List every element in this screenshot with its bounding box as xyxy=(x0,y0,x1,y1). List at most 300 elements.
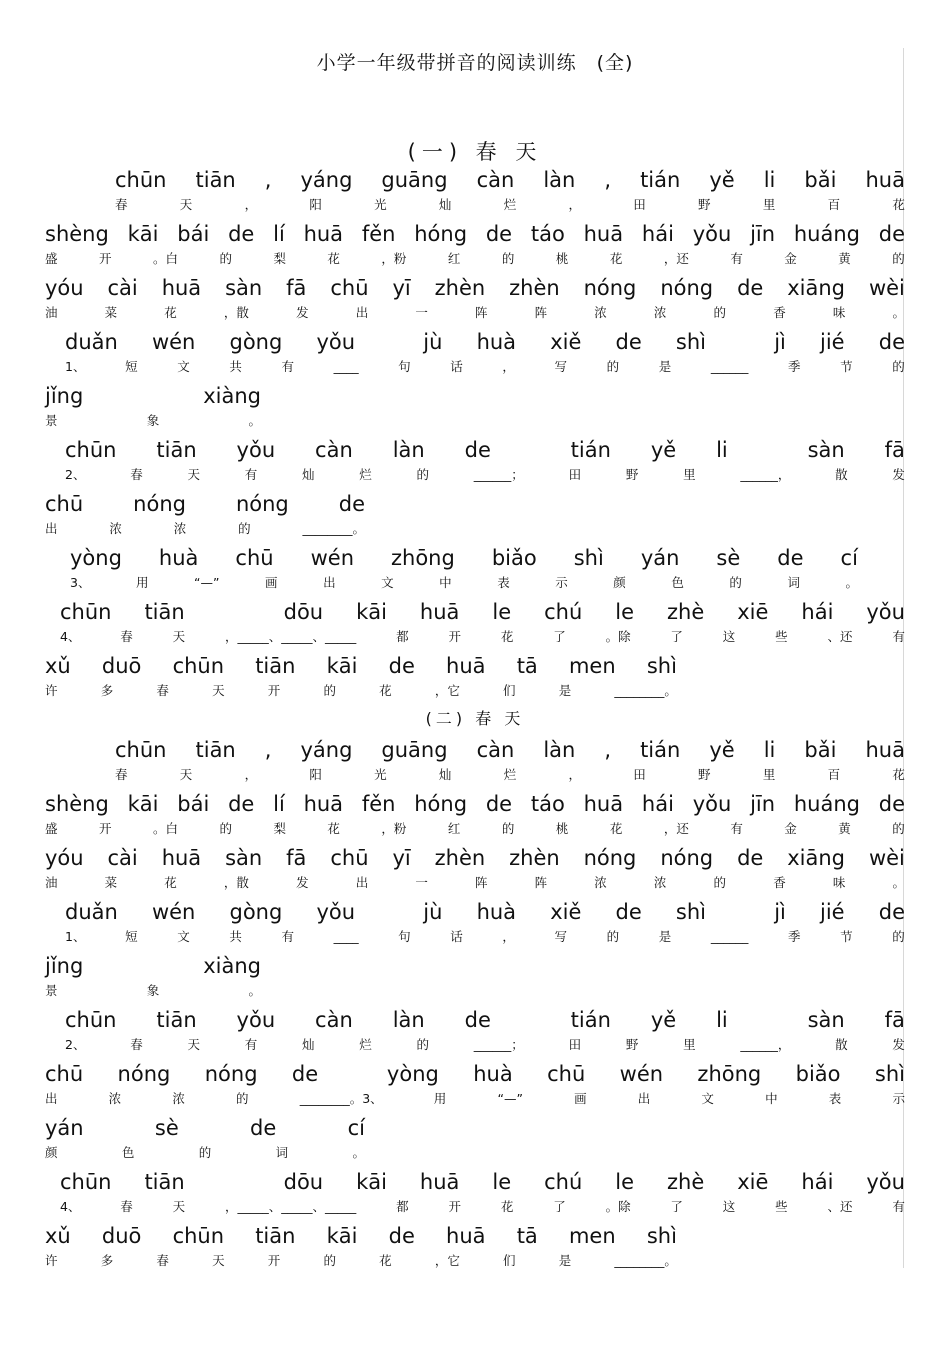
pinyin-syllable: wèi xyxy=(868,846,905,870)
pinyin-syllable: huā xyxy=(303,222,344,246)
hanzi-char: 句 xyxy=(398,359,411,374)
pinyin-syllable: kāi xyxy=(127,222,159,246)
hanzi-char: 味 xyxy=(832,305,846,320)
hanzi-char: 的 xyxy=(892,359,905,374)
hanzi-char: 出 xyxy=(355,875,369,890)
pinyin-syllable: shèng xyxy=(45,222,109,246)
pinyin-syllable: sàn xyxy=(225,276,263,300)
hanzi-char: 景 xyxy=(45,413,58,428)
pinyin-syllable: zhōng xyxy=(391,546,455,570)
hanzi-char: 文 xyxy=(177,359,190,374)
pinyin-line xyxy=(70,546,858,598)
pinyin-syllable: le xyxy=(615,600,635,624)
hanzi-char: 油 xyxy=(45,875,58,890)
hanzi-char: 花 xyxy=(500,1199,514,1214)
hanzi-char: 浓 xyxy=(109,521,122,536)
pinyin-syllable: , xyxy=(604,738,612,762)
pinyin-syllable: xǔ xyxy=(45,1224,71,1248)
pinyin-syllable: chūn xyxy=(115,168,167,192)
pinyin-line xyxy=(115,738,905,790)
answer-blank[interactable]: ________。 xyxy=(302,521,365,536)
hanzi-char: 春 xyxy=(120,629,133,644)
pinyin-row xyxy=(45,654,677,680)
pinyin-syllable: yǒu xyxy=(692,792,732,816)
pinyin-syllable: táo xyxy=(530,792,565,816)
pinyin-syllable: tiān xyxy=(195,168,236,192)
hanzi-char: 灿 xyxy=(302,1037,315,1052)
hanzi-char: 有 xyxy=(244,1037,258,1052)
pinyin-line xyxy=(65,1008,905,1060)
hanzi-char: ， xyxy=(244,197,258,212)
hanzi-char: “—” xyxy=(497,1091,523,1106)
hanzi-char: 散 xyxy=(835,1037,848,1052)
hanzi-char: 灿 xyxy=(438,767,452,782)
hanzi-char: 表 xyxy=(828,1091,842,1106)
hanzi-char: 盛 xyxy=(45,821,58,836)
pinyin-syllable: de xyxy=(878,900,905,924)
hanzi-char: 共 xyxy=(229,929,242,944)
pinyin-syllable: de xyxy=(485,222,513,246)
pinyin-syllable: yǒu xyxy=(316,330,356,354)
hanzi-char: 发 xyxy=(296,305,309,320)
pinyin-syllable: jù xyxy=(423,900,443,924)
hanzi-char: 光 xyxy=(374,767,387,782)
pinyin-syllable: chú xyxy=(544,600,583,624)
pinyin-syllable: de xyxy=(485,792,513,816)
pinyin-syllable: xiāng xyxy=(787,846,846,870)
hanzi-char: 季 xyxy=(788,929,801,944)
hanzi-char: 发 xyxy=(892,1037,905,1052)
hanzi-char: 句 xyxy=(398,929,411,944)
hanzi-char: 文 xyxy=(701,1091,714,1106)
hanzi-char: 春 xyxy=(130,1037,143,1052)
hanzi-char: 出 xyxy=(323,575,336,590)
hanzi-char: 共 xyxy=(229,359,242,374)
hanzi-char: 有 xyxy=(730,821,743,836)
hanzi-row xyxy=(60,627,905,645)
hanzi-char: 。白 xyxy=(152,821,178,836)
pinyin-line xyxy=(45,1224,677,1276)
pinyin-syllable: tiān xyxy=(156,438,197,462)
pinyin-syllable: duō xyxy=(101,654,142,678)
pinyin-syllable: nóng xyxy=(235,492,289,516)
hanzi-char: 春 xyxy=(156,683,169,698)
pinyin-syllable: wén xyxy=(151,900,196,924)
pinyin-syllable: tiān xyxy=(144,600,185,624)
hanzi-char: 野 xyxy=(625,1037,639,1052)
pinyin-syllable: fā xyxy=(286,846,307,870)
pinyin-syllable: yóu xyxy=(45,846,84,870)
hanzi-row xyxy=(60,1197,905,1215)
pinyin-syllable: kāi xyxy=(326,1224,358,1248)
answer-blank[interactable]: ______ xyxy=(710,929,749,944)
pinyin-syllable: lí xyxy=(273,792,285,816)
pinyin-row xyxy=(65,1008,905,1034)
page-title: 小学一年级带拼音的阅读训练 (全) xyxy=(316,52,634,74)
pinyin-line xyxy=(60,600,905,652)
pinyin-syllable: duǎn xyxy=(65,900,118,924)
hanzi-row xyxy=(45,303,905,321)
pinyin-syllable: bǎi xyxy=(804,168,837,192)
pinyin-syllable: sàn xyxy=(807,1008,845,1032)
pinyin-row xyxy=(45,792,905,818)
hanzi-char: ， xyxy=(502,359,515,374)
hanzi-char: 花 xyxy=(379,683,392,698)
hanzi-char: 野 xyxy=(698,767,711,782)
answer-blank[interactable]: ______； xyxy=(473,1037,524,1052)
pinyin-syllable: làn xyxy=(543,738,576,762)
pinyin-syllable: jǐng xyxy=(45,384,84,408)
hanzi-char: ，还 xyxy=(663,821,689,836)
pinyin-syllable: de xyxy=(388,654,415,678)
hanzi-char: 4、 xyxy=(60,629,81,644)
hanzi-char: ， xyxy=(244,767,258,782)
pinyin-syllable: zhè xyxy=(667,600,705,624)
pinyin-syllable: shì xyxy=(573,546,604,570)
hanzi-char: 色 xyxy=(671,575,684,590)
pinyin-syllable: cài xyxy=(107,276,138,300)
pinyin-syllable: , xyxy=(264,738,272,762)
hanzi-char: 的 xyxy=(198,1145,212,1160)
pinyin-syllable: xiàng xyxy=(203,954,261,978)
pinyin-syllable: jì xyxy=(774,330,786,354)
pinyin-syllable: jì xyxy=(774,900,786,924)
hanzi-char: 浓 xyxy=(653,875,667,890)
pinyin-syllable: de xyxy=(878,222,905,246)
pinyin-syllable: , xyxy=(264,168,272,192)
pinyin-syllable: kāi xyxy=(127,792,159,816)
hanzi-char: 短 xyxy=(125,359,138,374)
hanzi-char: 花 xyxy=(892,197,905,212)
hanzi-row xyxy=(45,681,677,699)
hanzi-char: 的 xyxy=(729,575,742,590)
hanzi-char: 景 xyxy=(45,983,58,998)
hanzi-char: 春 xyxy=(156,1253,169,1268)
hanzi-char: 文 xyxy=(381,575,394,590)
pinyin-line xyxy=(45,492,365,544)
hanzi-char: 画 xyxy=(265,575,278,590)
pinyin-syllable: kāi xyxy=(356,600,387,624)
pinyin-syllable: chūn xyxy=(172,1224,225,1248)
hanzi-char: 里 xyxy=(762,767,776,782)
pinyin-line xyxy=(45,654,677,706)
hanzi-char: 都 xyxy=(396,1199,409,1214)
hanzi-row xyxy=(45,1089,905,1107)
hanzi-char: 梨 xyxy=(273,251,286,266)
hanzi-row xyxy=(115,195,905,213)
pinyin-syllable: de xyxy=(737,846,764,870)
hanzi-char: 些 xyxy=(775,629,788,644)
pinyin-syllable: huā xyxy=(865,738,905,762)
pinyin-syllable: jīn xyxy=(750,222,776,246)
pinyin-syllable: zhèn xyxy=(434,276,486,300)
pinyin-syllable: fěn xyxy=(361,222,396,246)
answer-blank[interactable]: ________。 xyxy=(614,1253,677,1268)
hanzi-char: 1、 xyxy=(65,359,86,374)
pinyin-syllable: de xyxy=(388,1224,415,1248)
pinyin-line xyxy=(45,792,905,844)
pinyin-syllable: yáng xyxy=(300,168,353,192)
pinyin-syllable: tiān xyxy=(144,1170,185,1194)
pinyin-syllable: chūn xyxy=(60,1170,112,1194)
pinyin-syllable: huā xyxy=(161,846,202,870)
hanzi-char: 天 xyxy=(179,197,193,212)
hanzi-char: 天 xyxy=(187,467,200,482)
pinyin-row xyxy=(45,492,365,518)
hanzi-char: 的 xyxy=(416,1037,430,1052)
hanzi-char: 象 xyxy=(146,983,160,998)
hanzi-char: 红 xyxy=(447,251,461,266)
pinyin-syllable: li xyxy=(763,168,776,192)
hanzi-char: 开 xyxy=(267,683,281,698)
hanzi-char: 田 xyxy=(633,197,646,212)
pinyin-syllable: sè xyxy=(716,546,741,570)
pinyin-syllable: shì xyxy=(646,1224,677,1248)
hanzi-char: 画 xyxy=(574,1091,587,1106)
hanzi-char: 浓 xyxy=(172,1091,185,1106)
pinyin-syllable: biǎo xyxy=(795,1062,841,1086)
hanzi-char: 有 xyxy=(892,629,905,644)
hanzi-char: 有 xyxy=(892,1199,905,1214)
hanzi-char: 一 xyxy=(415,875,428,890)
hanzi-char: 。 xyxy=(892,875,905,890)
hanzi-char: 是 xyxy=(558,1253,572,1268)
pinyin-line xyxy=(60,1170,905,1222)
pinyin-syllable: huà xyxy=(476,330,517,354)
hanzi-char: 烂 xyxy=(359,1037,372,1052)
pinyin-syllable: huā xyxy=(583,222,624,246)
hanzi-char: 的 xyxy=(606,359,620,374)
pinyin-syllable: yóu xyxy=(45,276,84,300)
pinyin-syllable: nóng xyxy=(660,846,714,870)
hanzi-char: 浓 xyxy=(594,305,607,320)
hanzi-char: 浓 xyxy=(173,521,187,536)
hanzi-char: 多 xyxy=(100,683,114,698)
hanzi-char: 阵 xyxy=(474,875,488,890)
pinyin-syllable: chū xyxy=(45,1062,84,1086)
answer-blank[interactable]: ______； xyxy=(473,467,524,482)
pinyin-syllable: yán xyxy=(640,546,680,570)
hanzi-char: ，它 xyxy=(434,1253,460,1268)
section-heading-2: (二) 春 天 xyxy=(425,709,525,728)
hanzi-char: 金 xyxy=(784,821,797,836)
hanzi-char: 花 xyxy=(892,767,905,782)
pinyin-row xyxy=(45,1062,905,1088)
hanzi-char: 短 xyxy=(125,929,138,944)
hanzi-char: 花 xyxy=(327,251,340,266)
hanzi-row xyxy=(115,765,905,783)
pinyin-syllable: tiān xyxy=(255,654,296,678)
hanzi-char: 一 xyxy=(415,305,428,320)
pinyin-syllable: chū xyxy=(547,1062,586,1086)
hanzi-char: 阵 xyxy=(534,875,548,890)
pinyin-syllable: li xyxy=(716,1008,728,1032)
pinyin-syllable: dōu xyxy=(283,1170,324,1194)
hanzi-char: 话 xyxy=(450,929,463,944)
answer-blank[interactable]: ______， xyxy=(740,467,791,482)
hanzi-char: 黄 xyxy=(838,821,851,836)
hanzi-char: 阵 xyxy=(474,305,488,320)
hanzi-char: 阳 xyxy=(309,197,322,212)
pinyin-syllable: càn xyxy=(315,438,353,462)
pinyin-syllable: nóng xyxy=(583,846,637,870)
hanzi-char: 阵 xyxy=(534,305,548,320)
pinyin-syllable: huā xyxy=(446,1224,486,1248)
pinyin-syllable: sàn xyxy=(225,846,263,870)
pinyin-syllable: tā xyxy=(516,654,538,678)
pinyin-syllable: wén xyxy=(310,546,354,570)
hanzi-char: 的 xyxy=(713,305,727,320)
pinyin-row xyxy=(65,438,905,464)
hanzi-char: 1、 xyxy=(65,929,86,944)
pinyin-syllable: li xyxy=(716,438,728,462)
pinyin-syllable: shì xyxy=(874,1062,905,1086)
pinyin-syllable: huā xyxy=(419,600,460,624)
pinyin-syllable: hái xyxy=(641,222,674,246)
pinyin-syllable: shì xyxy=(675,900,706,924)
hanzi-char: 灿 xyxy=(302,467,315,482)
answer-blank[interactable]: ____ xyxy=(333,929,359,944)
pinyin-syllable: de xyxy=(777,546,804,570)
hanzi-char: 多 xyxy=(100,1253,114,1268)
pinyin-line xyxy=(45,384,261,436)
hanzi-char: 有 xyxy=(730,251,743,266)
pinyin-syllable: yǒu xyxy=(236,438,276,462)
pinyin-syllable: hái xyxy=(801,1170,834,1194)
hanzi-char: 菜 xyxy=(104,305,118,320)
hanzi-char: 节 xyxy=(840,929,853,944)
hanzi-char: 用 xyxy=(433,1091,447,1106)
hanzi-char: 。白 xyxy=(152,251,178,266)
pinyin-line xyxy=(45,1062,905,1114)
pinyin-syllable: yán xyxy=(45,1116,84,1140)
hanzi-char: 色 xyxy=(121,1145,135,1160)
hanzi-char: 。 xyxy=(248,413,261,428)
hanzi-char: 花 xyxy=(609,251,623,266)
hanzi-char: 中 xyxy=(765,1091,778,1106)
hanzi-char: 花 xyxy=(500,629,514,644)
pinyin-syllable: huáng xyxy=(793,222,860,246)
pinyin-syllable: wén xyxy=(151,330,196,354)
pinyin-syllable: tián xyxy=(640,738,681,762)
answer-blank[interactable]: ______， xyxy=(740,1037,791,1052)
answer-blank[interactable]: ________。 xyxy=(614,683,677,698)
pinyin-syllable: fā xyxy=(286,276,307,300)
pinyin-syllable: huà xyxy=(158,546,199,570)
pinyin-syllable: de xyxy=(291,1062,319,1086)
hanzi-char: 象 xyxy=(146,413,160,428)
answer-blank[interactable]: ________。3、 xyxy=(299,1091,383,1106)
pinyin-row xyxy=(115,738,905,764)
pinyin-syllable: kāi xyxy=(326,654,358,678)
pinyin-syllable: tiān xyxy=(195,738,236,762)
pinyin-syllable: kāi xyxy=(356,1170,387,1194)
hanzi-char: 烂 xyxy=(503,767,517,782)
hanzi-char: 金 xyxy=(784,251,797,266)
hanzi-row xyxy=(45,981,261,999)
hanzi-char: 是 xyxy=(658,929,672,944)
hanzi-char: 了 xyxy=(553,1199,566,1214)
answer-blank[interactable]: ______ xyxy=(710,359,749,374)
hanzi-char: ， xyxy=(568,197,581,212)
pinyin-row xyxy=(45,1224,677,1250)
hanzi-char: 花 xyxy=(379,1253,392,1268)
hanzi-row xyxy=(45,249,905,267)
answer-blank[interactable]: ，_____、_____、_____ xyxy=(225,629,357,644)
pinyin-syllable: yě xyxy=(709,738,735,762)
pinyin-syllable: , xyxy=(604,168,612,192)
hanzi-char: 出 xyxy=(45,521,58,536)
hanzi-char: ， xyxy=(502,929,515,944)
hanzi-char: 发 xyxy=(296,875,309,890)
hanzi-char: 。除 xyxy=(605,629,631,644)
hanzi-char: 。 xyxy=(248,983,261,998)
answer-blank[interactable]: ____ xyxy=(333,359,359,374)
hanzi-char: 天 xyxy=(212,683,225,698)
hanzi-char: 话 xyxy=(450,359,463,374)
hanzi-row xyxy=(45,1143,365,1161)
pinyin-syllable: hóng xyxy=(414,222,468,246)
pinyin-line xyxy=(115,168,905,220)
answer-blank[interactable]: ，_____、_____、_____ xyxy=(225,1199,357,1214)
pinyin-syllable: yǒu xyxy=(236,1008,276,1032)
hanzi-char: ，粉 xyxy=(381,251,407,266)
hanzi-char: 散 xyxy=(835,467,848,482)
pinyin-syllable: jié xyxy=(820,900,845,924)
pinyin-syllable: chūn xyxy=(65,1008,117,1032)
pinyin-syllable: nóng xyxy=(660,276,714,300)
pinyin-syllable: de xyxy=(228,222,255,246)
hanzi-char: 春 xyxy=(115,767,128,782)
pinyin-syllable: guāng xyxy=(381,168,448,192)
pinyin-syllable: de xyxy=(878,330,905,354)
pinyin-syllable: chūn xyxy=(115,738,167,762)
pinyin-syllable: yǒu xyxy=(866,1170,905,1194)
hanzi-char: 许 xyxy=(45,1253,58,1268)
hanzi-char: 阳 xyxy=(309,767,322,782)
hanzi-char: 词 xyxy=(275,1145,289,1160)
pinyin-syllable: yě xyxy=(650,438,677,462)
pinyin-line xyxy=(45,1116,365,1168)
hanzi-char: 光 xyxy=(374,197,387,212)
hanzi-char: 里 xyxy=(762,197,776,212)
pinyin-syllable: nóng xyxy=(583,276,637,300)
hanzi-char: 是 xyxy=(658,359,672,374)
pinyin-syllable: nóng xyxy=(204,1062,258,1086)
pinyin-syllable: chūn xyxy=(60,600,112,624)
pinyin-syllable: li xyxy=(763,738,776,762)
pinyin-syllable: yáng xyxy=(300,738,353,762)
hanzi-char: 浓 xyxy=(594,875,607,890)
hanzi-row xyxy=(45,411,261,429)
pinyin-syllable: de xyxy=(615,330,642,354)
hanzi-char: 有 xyxy=(281,929,294,944)
hanzi-char: ，散 xyxy=(223,305,249,320)
hanzi-char: 3、 xyxy=(70,575,91,590)
pinyin-syllable: xǔ xyxy=(45,654,71,678)
hanzi-char: 桃 xyxy=(555,251,569,266)
pinyin-syllable: de xyxy=(464,1008,491,1032)
pinyin-syllable: yǒu xyxy=(866,600,905,624)
pinyin-line xyxy=(45,954,261,1006)
hanzi-char: 开 xyxy=(448,1199,461,1214)
hanzi-char: 烂 xyxy=(503,197,517,212)
hanzi-char: 的 xyxy=(238,521,251,536)
pinyin-syllable: hóng xyxy=(414,792,468,816)
hanzi-row xyxy=(65,465,905,483)
hanzi-row xyxy=(45,1251,677,1269)
hanzi-char: 这 xyxy=(722,1199,736,1214)
